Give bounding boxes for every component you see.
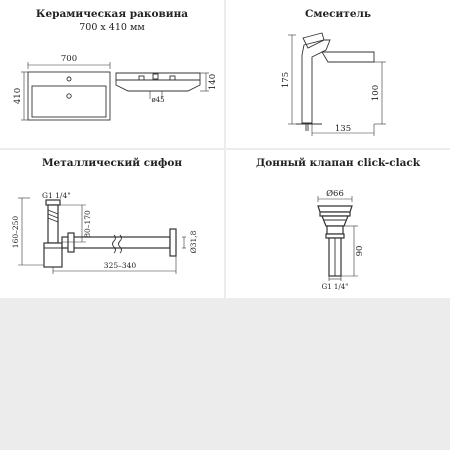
valve-drawing bbox=[226, 150, 450, 298]
sink-title: Керамическая раковина bbox=[35, 8, 189, 20]
siphon-height-label: 160–250 bbox=[11, 215, 20, 249]
sink-top-view bbox=[28, 72, 110, 120]
siphon-title: Металлический сифон bbox=[41, 157, 183, 169]
siphon-thread-label: G1 1/4" bbox=[42, 191, 71, 200]
sink-hole-label: ø45 bbox=[151, 96, 165, 104]
sink-width-label: 700 bbox=[60, 54, 78, 64]
mixer-height-label: 175 bbox=[281, 71, 291, 89]
valve-panel bbox=[226, 150, 450, 298]
siphon-diameter-label: Ø31,8 bbox=[189, 230, 198, 254]
valve-cap bbox=[318, 206, 352, 212]
valve-body bbox=[322, 216, 348, 226]
valve-height-label: 90 bbox=[355, 245, 365, 257]
sink-depth-label: 410 bbox=[13, 87, 23, 105]
siphon-length-label: 325–340 bbox=[103, 261, 137, 270]
mixer-spout-height-label: 100 bbox=[371, 84, 381, 102]
mixer-panel bbox=[226, 0, 450, 148]
siphon-wall-flange bbox=[170, 229, 176, 256]
siphon-bottle bbox=[44, 243, 62, 267]
mixer-title: Смеситель bbox=[304, 8, 372, 20]
siphon-drawing bbox=[0, 150, 224, 298]
mixer-reach-label: 135 bbox=[334, 124, 352, 134]
sink-subtitle: 700 х 410 мм bbox=[79, 22, 145, 33]
mixer-spout bbox=[322, 52, 374, 62]
sink-panel bbox=[0, 0, 224, 148]
valve-title: Донный клапан click-clack bbox=[255, 157, 421, 169]
valve-diameter-label: Ø66 bbox=[326, 189, 344, 199]
sink-height-label: 140 bbox=[208, 73, 218, 91]
sink-drawing bbox=[0, 0, 224, 148]
mixer-drawing bbox=[226, 0, 450, 148]
siphon-outlet-pipe bbox=[62, 237, 170, 248]
siphon-inlet-label: 80–170 bbox=[83, 210, 92, 238]
valve-thread-label: G1 1/4" bbox=[321, 283, 349, 291]
siphon-panel bbox=[0, 150, 224, 298]
